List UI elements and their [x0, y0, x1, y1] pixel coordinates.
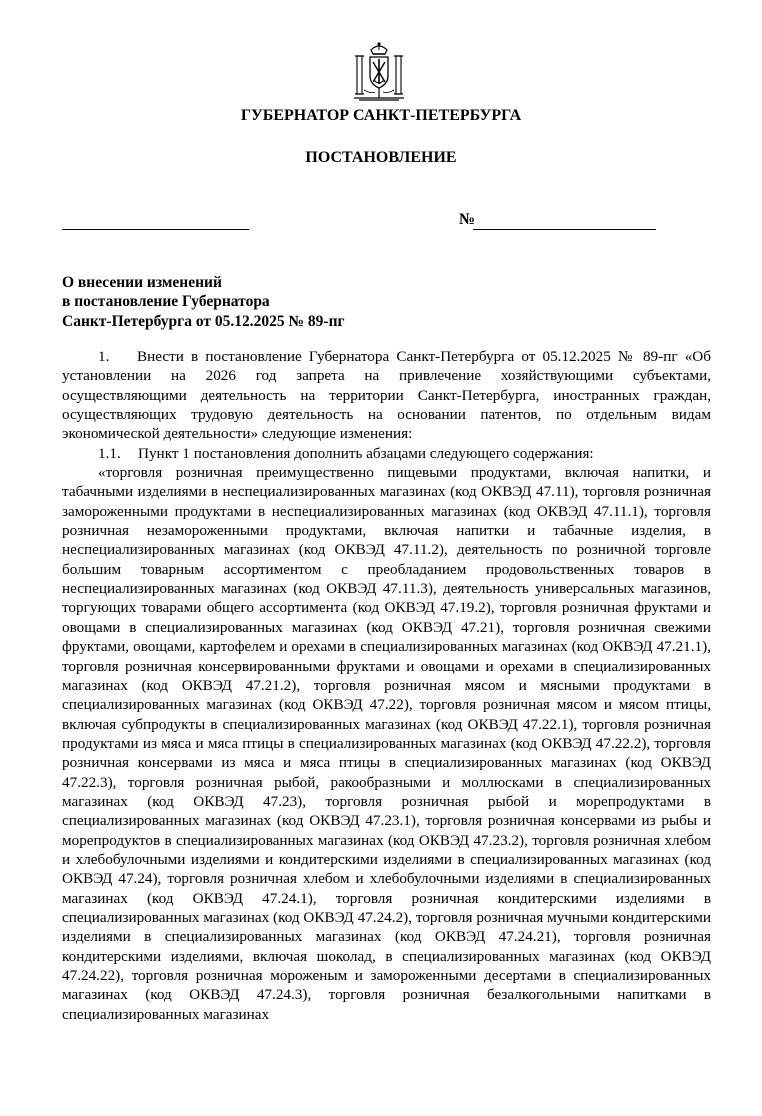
authority-heading: ГУБЕРНАТОР САНКТ-ПЕТЕРБУРГА — [240, 107, 522, 124]
coat-of-arms-emblem — [351, 40, 407, 102]
item-text: Внести в постановление Губернатора Санкт-Петербурга от 05.12.2025 № 89-пг «Об установлении на 2026 год запрета на привлечение хозяйствующими субъектами, осуществляющими деятельность на территории Санкт-Петербурга, иностранных граждан, осуществляющих трудовую деятельность на основании патентов, по отдельным видам экономической деятельности» следующие изменения: — [62, 348, 711, 443]
paragraph-item-1 — [62, 347, 711, 444]
document-body — [62, 347, 711, 1024]
document-subject — [62, 273, 392, 331]
date-blank-line — [62, 229, 249, 230]
document-type-heading: ПОСТАНОВЛЕНИЕ — [305, 149, 457, 166]
item-number: 1. — [98, 348, 110, 365]
document-number-label: № — [459, 211, 476, 228]
number-blank-line — [473, 229, 656, 230]
item-number: 1.1. — [98, 444, 121, 462]
subject-line: Санкт-Петербурга от 05.12.2025 № 89-пг — [62, 312, 345, 330]
paragraph-item-1-1 — [62, 444, 711, 463]
subject-line: О внесении изменений — [62, 274, 222, 291]
subject-line: в постановление Губернатора — [62, 293, 270, 311]
item-text: Пункт 1 постановления дополнить абзацами следующего содержания: — [138, 444, 594, 462]
paragraph-quoted-amendment: «торговля розничная преимущественно пищевыми продуктами, включая напитки, и табачными изделиями в неспециализированных магазинах (код ОКВЭД 47.11), торговля розничная замороженными продуктами в неспециализированных магазинах (код ОКВЭД 47.11.1), торговля розничная незамороженными продуктами, включая напитки и табачные изделия, в неспециализированных магазинах (код ОКВЭД 47.11.2), деятельность по розничной торговле большим товарным ассортиментом с преобладанием продовольственных товаров в неспециализированных магазинах (код ОКВЭД 47.11.3), деятельность универсальных магазинов, торгующих товарами общего ассортимента (код ОКВЭД 47.19.2), торговля розничная фруктами и овощами в специализированных магазинах (код ОКВЭД 47.21), торговля розничная свежими фруктами, овощами, картофелем и орехами в специализированных магазинах (код ОКВЭД 47.21.1), торговля розничная консервированными фруктами и овощами и орехами в специализированных магазинах (код ОКВЭД 47.21.2), торговля розничная мясом и мясными продуктами в специализированных магазинах (код ОКВЭД 47.22), торговля розничная мясом и мясом птицы, включая субпродукты в специализированных магазинах (код ОКВЭД 47.22.1), торговля розничная продуктами из мяса и мяса птицы в специализированных магазинах (код ОКВЭД 47.22.2), торговля розничная консервами из мяса и мяса птицы в специализированных магазинах (код ОКВЭД 47.22.3), торговля розничная рыбой, ракообразными и моллюсками в специализированных магазинах (код ОКВЭД 47.23), торговля розничная рыбой и морепродуктами в специализированных магазинах (код ОКВЭД 47.23.1), торговля розничная консервами из рыбы и морепродуктов в специализированных магазинах (код ОКВЭД 47.23.2), торговля розничная хлебом и хлебобулочными изделиями и кондитерскими изделиями в специализированных магазинах (код ОКВЭД 47.24), торговля розничная хлебом и хлебобулочными изделиями в специализированных магазинах (код ОКВЭД 47.24.1), торговля розничная кондитерскими изделиями в специализированных магазинах (код ОКВЭД 47.24.2), торговля розничная мучными кондитерскими изделиями в специализированных магазинах (код ОКВЭД 47.24.21), торговля розничная кондитерскими изделиями, включая шоколад, в специализированных магазинах (код ОКВЭД 47.24.22), торговля розничная мороженым и замороженными десертами в специализированных магазинах (код ОКВЭД 47.24.3), торговля розничная безалкогольными напитками в специализированных магазинах — [62, 464, 711, 1023]
